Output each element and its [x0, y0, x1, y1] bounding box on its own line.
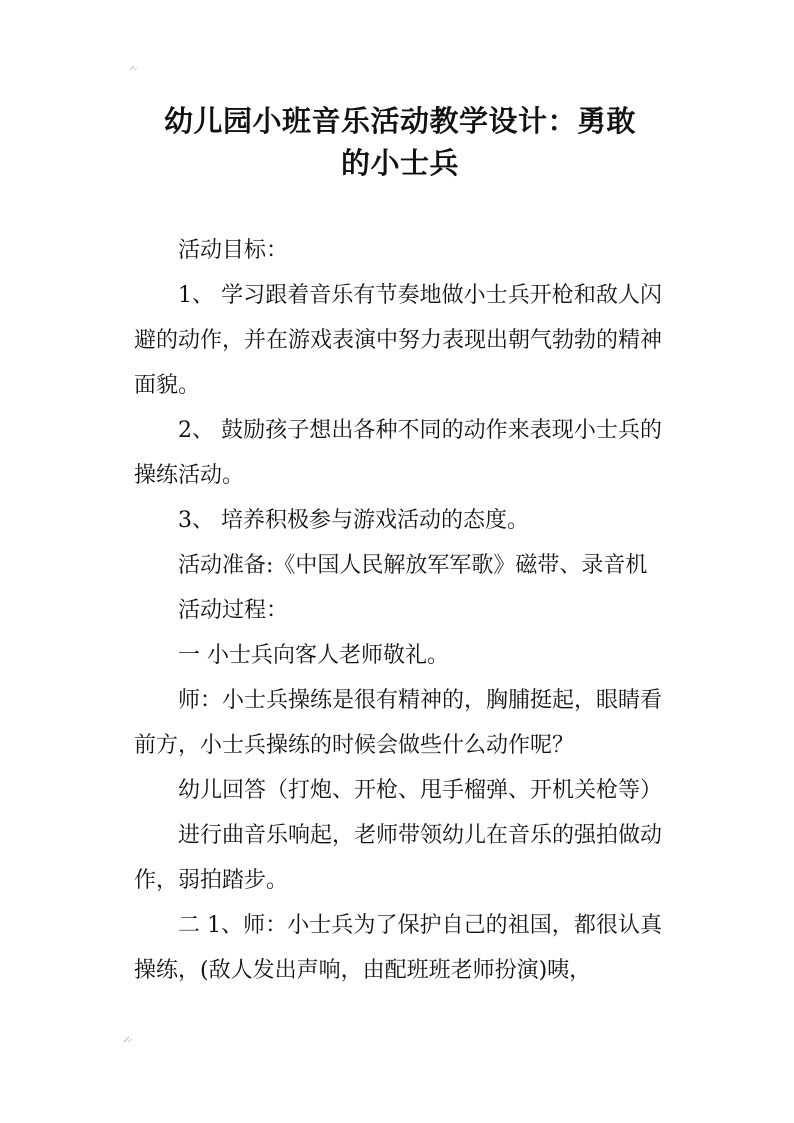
paragraph-goal-1: 1、 学习跟着音乐有节奏地做小士兵开枪和敌人闪避的动作，并在游戏表演中努力表现出朝气勃勃的精神面貌。	[134, 283, 663, 398]
paragraph-step-2: 二 1、师：小士兵为了保护自己的祖国，都很认真操练，(敌人发出声响，由配班班老师扮演)咦，	[134, 913, 662, 983]
title-line-1: 幼儿园小班音乐活动教学设计：勇敢	[163, 104, 636, 138]
paragraph-march-music: 进行曲音乐响起，老师带领幼儿在音乐的强拍做动作，弱拍踏步。	[134, 823, 663, 893]
document-title	[120, 100, 680, 184]
paragraph-preparation: 活动准备:《中国人民解放军军歌》磁带、录音机	[178, 553, 648, 578]
paragraph-children-answer: 幼儿回答（打炮、开枪、甩手榴弹、开机关枪等）	[178, 778, 663, 803]
paragraph-teacher-question: 师：小士兵操练是很有精神的，胸脯挺起，眼睛看前方，小士兵操练的时候会做些什么动作呢？	[134, 688, 663, 758]
corner-crop-mark-top	[128, 60, 142, 74]
paragraph-goal-heading: 活动目标：	[178, 238, 289, 263]
paragraph-step-1: 一 小士兵向客人老师敬礼。	[178, 643, 449, 668]
document-body	[134, 228, 662, 993]
paragraph-goal-3: 3、 培养积极参与游戏活动的态度。	[178, 508, 529, 533]
corner-crop-mark-bottom	[122, 1030, 136, 1044]
paragraph-process-heading: 活动过程：	[178, 598, 289, 623]
paragraph-goal-2: 2、 鼓励孩子想出各种不同的动作来表现小士兵的操练活动。	[134, 418, 662, 488]
title-line-2: 的小士兵	[340, 146, 459, 180]
